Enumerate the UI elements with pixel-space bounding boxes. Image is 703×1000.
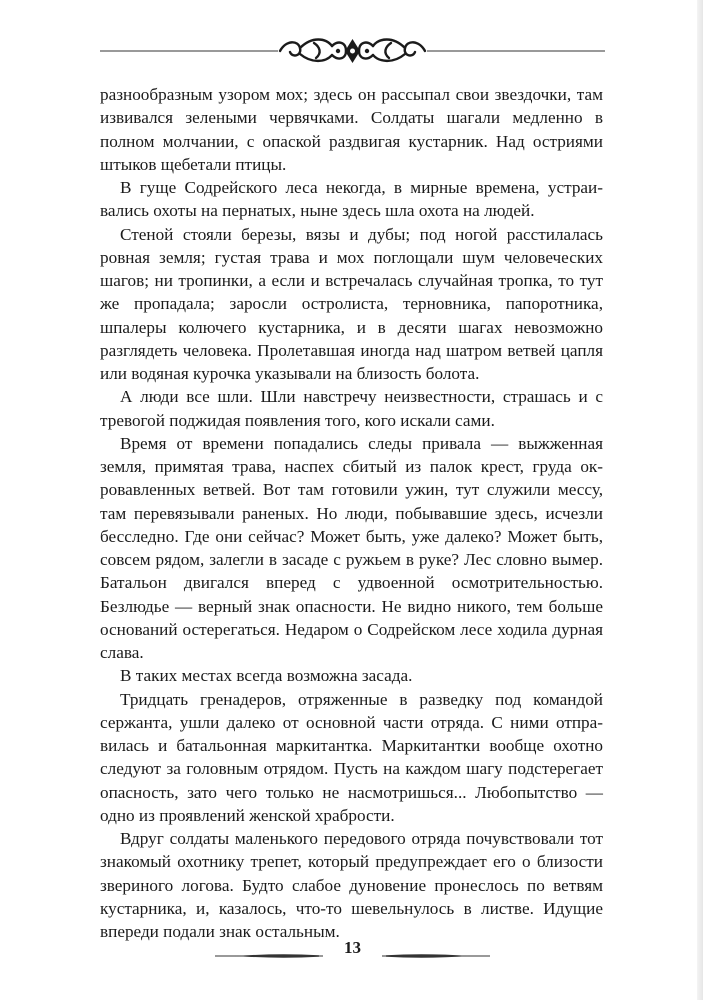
paragraph: Стеной стояли березы, вязы и дубы; под ногой расстилалась ровная земля; густая трава и мох поглощали шум человеческих шагов; ни тропинки, а если и встречалась случайная тропка, то тут же пропадала; заросли остролиста, терновника, папоротника, шпалеры колючего кустарника, и в десяти шагах невозможно разглядеть человека. Пролетавшая иногда над шатром ветвей цапля или водяная курочка указывали на близость болота. <box>100 224 603 383</box>
paragraph: В таких местах всегда возможна засада. <box>120 666 413 686</box>
paragraph: разнообразным узором мох; здесь он рассыпал свои звездочки, там извивался зелеными червячками. Солдаты шагали медленно в полном молчании, с опаской раздвигая кустарник. Над остриями штыков щебетали птицы. <box>100 85 603 174</box>
page-footer <box>215 935 490 965</box>
paragraph: Время от времени попадались следы привала — выжженная земля, примятая трава, наспех сбитый из палок крест, груда окровавленных ветвей. Вот там готовили ужин, тут служили мессу, там перевязывали раненых. Но люди, побывавшие здесь, исчезли бесследно. Где они сейчас? Может быть, уже далеко? Может быть, совсем рядом, залегли в засаде с ружьем в руке? Лес словно вымер. Батальон двигался вперед с удвоенной осмотрительностью. Безлюдье — верный знак опасности. Не видно никого, тем больше оснований остерегаться. Недаром о Содрейском лесе ходила дурная слава. <box>100 433 603 662</box>
page-number: 13 <box>344 938 361 957</box>
paragraph: Тридцать гренадеров, отряженные в разведку под командой сержанта, ушли далеко от основной части отряда. С ними отправилась и батальонная маркитантка. Маркитантки вообще охотно следуют за головным отрядом. Пусть на каждом шагу подстерегает опасность, зато чего только не насмотришься... Любопытство — одно из проявлений женской храбрости. <box>100 689 603 825</box>
paragraph: В гуще Содрейского леса некогда, в мирные времена, устраивались охоты на пернатых, ныне здесь шла охота на людей. <box>100 178 603 221</box>
footer-rule-left <box>215 948 323 964</box>
page-edge-shadow <box>697 0 703 1000</box>
header-ornament <box>100 30 605 74</box>
paragraph: Вдруг солдаты маленького передового отряда почувствовали тот знакомый охотнику трепет, который предупреждает его о близости звериного логова. Будто слабое дуновение пронеслось по ветвям кустарника, и, казалось, что-то шевельнулось в листве. Идущие впереди подали знак остальным. <box>100 829 603 941</box>
footer-rule-right <box>382 948 490 964</box>
body-text <box>100 83 603 943</box>
paragraph: А люди все шли. Шли навстречу неизвестности, страшась и с тревогой поджидая появления того, кого искали сами. <box>100 387 603 430</box>
